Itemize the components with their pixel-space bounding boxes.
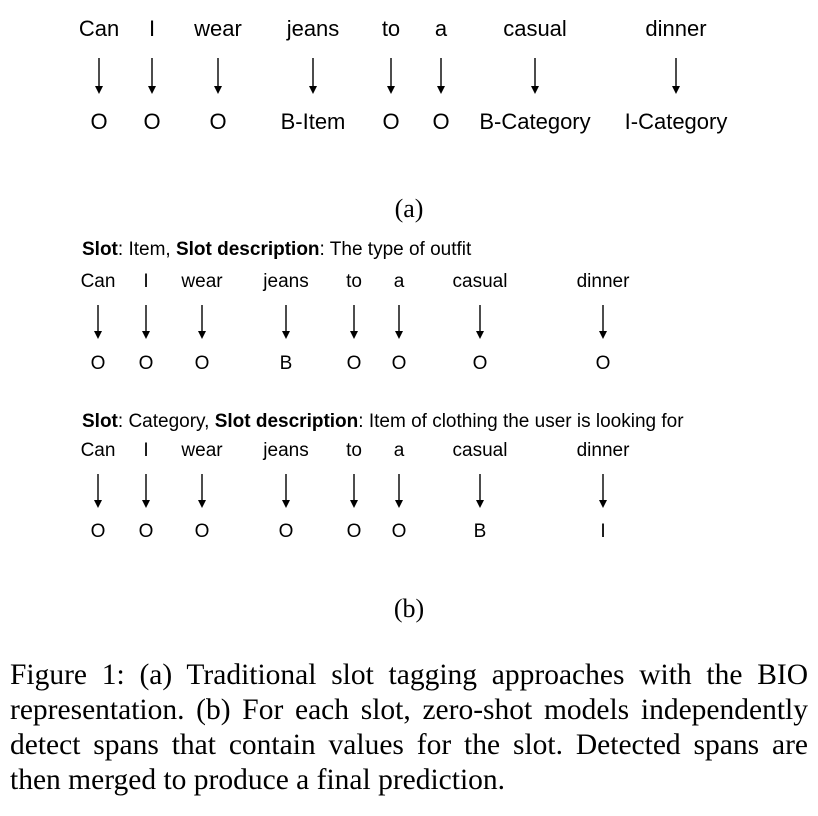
down-arrow-icon (140, 474, 152, 508)
panel-b-block-1-tag: O (138, 353, 154, 374)
down-arrow-icon (92, 474, 104, 508)
panel-b-label: (b) (393, 594, 425, 623)
down-arrow-icon (597, 305, 609, 339)
down-arrow-icon (393, 305, 405, 339)
panel-b-block-1-token: wear (181, 271, 223, 292)
down-arrow-icon (196, 305, 208, 339)
panel-a-token: Can (78, 16, 120, 41)
slot-value: Item (128, 239, 166, 260)
panel-b-block-2-tag: O (90, 521, 106, 542)
slot-description-value: Item of clothing the user is looking for (368, 411, 684, 432)
slot-header-item: Slot: Item, Slot description: The type of outfit (82, 239, 472, 260)
panel-b-block-1-token: dinner (576, 271, 630, 292)
panel-b-block-2-tag: I (600, 521, 606, 542)
panel-a-tag: O (209, 109, 227, 134)
down-arrow-icon (597, 474, 609, 508)
down-arrow-icon (93, 58, 105, 94)
panel-a-token: I (148, 16, 156, 41)
down-arrow-icon (474, 305, 486, 339)
slot-header-category: Slot: Category, Slot description: Item of clothing the user is looking for (82, 411, 684, 432)
down-arrow-icon (140, 305, 152, 339)
panel-a-token: casual (503, 16, 567, 41)
panel-a-token: jeans (286, 16, 340, 41)
panel-b-block-2-token: Can (80, 440, 116, 461)
panel-b-block-2-tag: O (194, 521, 210, 542)
down-arrow-icon (92, 305, 104, 339)
panel-a-tag: O (90, 109, 108, 134)
down-arrow-icon (280, 474, 292, 508)
panel-b-block-1-tag: O (90, 353, 106, 374)
down-arrow-icon (393, 474, 405, 508)
panel-b-block-1-tag: O (391, 353, 407, 374)
panel-a-token: wear (194, 16, 242, 41)
slot-description-key: Slot description (214, 411, 359, 432)
panel-b-block-1-tag: O (472, 353, 488, 374)
slot-description-key: Slot description (175, 239, 320, 260)
panel-b-block-2-token: I (143, 440, 149, 461)
panel-b-block-2-tag: B (473, 521, 487, 542)
panel-a-tag: O (432, 109, 450, 134)
down-arrow-icon (529, 58, 541, 94)
panel-b-block-2-tag: O (138, 521, 154, 542)
panel-b-block-1-token: casual (452, 271, 508, 292)
down-arrow-icon (348, 474, 360, 508)
panel-a-tag: O (382, 109, 400, 134)
down-arrow-icon (435, 58, 447, 94)
down-arrow-icon (474, 474, 486, 508)
panel-a-token: to (381, 16, 401, 41)
panel-a-token: a (434, 16, 448, 41)
panel-b-block-1-tag: O (346, 353, 362, 374)
down-arrow-icon (146, 58, 158, 94)
panel-a-label: (a) (394, 194, 424, 223)
panel-b-block-2-tag: O (346, 521, 362, 542)
panel-b-block-1-token: jeans (263, 271, 309, 292)
panel-b-block-2-token: jeans (263, 440, 309, 461)
slot-value: Category (128, 411, 205, 432)
slot-key: Slot (82, 411, 118, 432)
panel-a-tag: I-Category (624, 109, 728, 134)
slot-description-value: The type of outfit (329, 239, 472, 260)
panel-b-block-2-token: casual (452, 440, 508, 461)
panel-b-block-1-tag: O (595, 353, 611, 374)
panel-a-tag: B-Item (280, 109, 346, 134)
panel-b-block-1-tag: B (279, 353, 293, 374)
panel-b-block-2-token: to (346, 440, 362, 461)
down-arrow-icon (212, 58, 224, 94)
panel-b-block-1-token: a (393, 271, 405, 292)
down-arrow-icon (280, 305, 292, 339)
down-arrow-icon (196, 474, 208, 508)
slot-key: Slot (82, 239, 118, 260)
panel-b-block-2-tag: O (278, 521, 294, 542)
panel-b-block-1-token: to (346, 271, 362, 292)
panel-b-block-2-token: wear (181, 440, 223, 461)
panel-a-token: dinner (645, 16, 707, 41)
down-arrow-icon (670, 58, 682, 94)
panel-b-block-1-token: I (143, 271, 149, 292)
panel-a-tag: B-Category (479, 109, 591, 134)
down-arrow-icon (385, 58, 397, 94)
panel-b-block-2-tag: O (391, 521, 407, 542)
panel-b-block-2-token: a (393, 440, 405, 461)
down-arrow-icon (307, 58, 319, 94)
panel-b-block-1-token: Can (80, 271, 116, 292)
panel-a-tag: O (143, 109, 161, 134)
panel-b-block-2-token: dinner (576, 440, 630, 461)
figure-caption: Figure 1: (a) Traditional slot tagging approaches with the BIO representation. (b) For each slot, zero-shot models independently detect spans that contain values for the slot. Detected spans are then merged to produce a final prediction. (10, 659, 808, 796)
panel-b-block-1-tag: O (194, 353, 210, 374)
down-arrow-icon (348, 305, 360, 339)
